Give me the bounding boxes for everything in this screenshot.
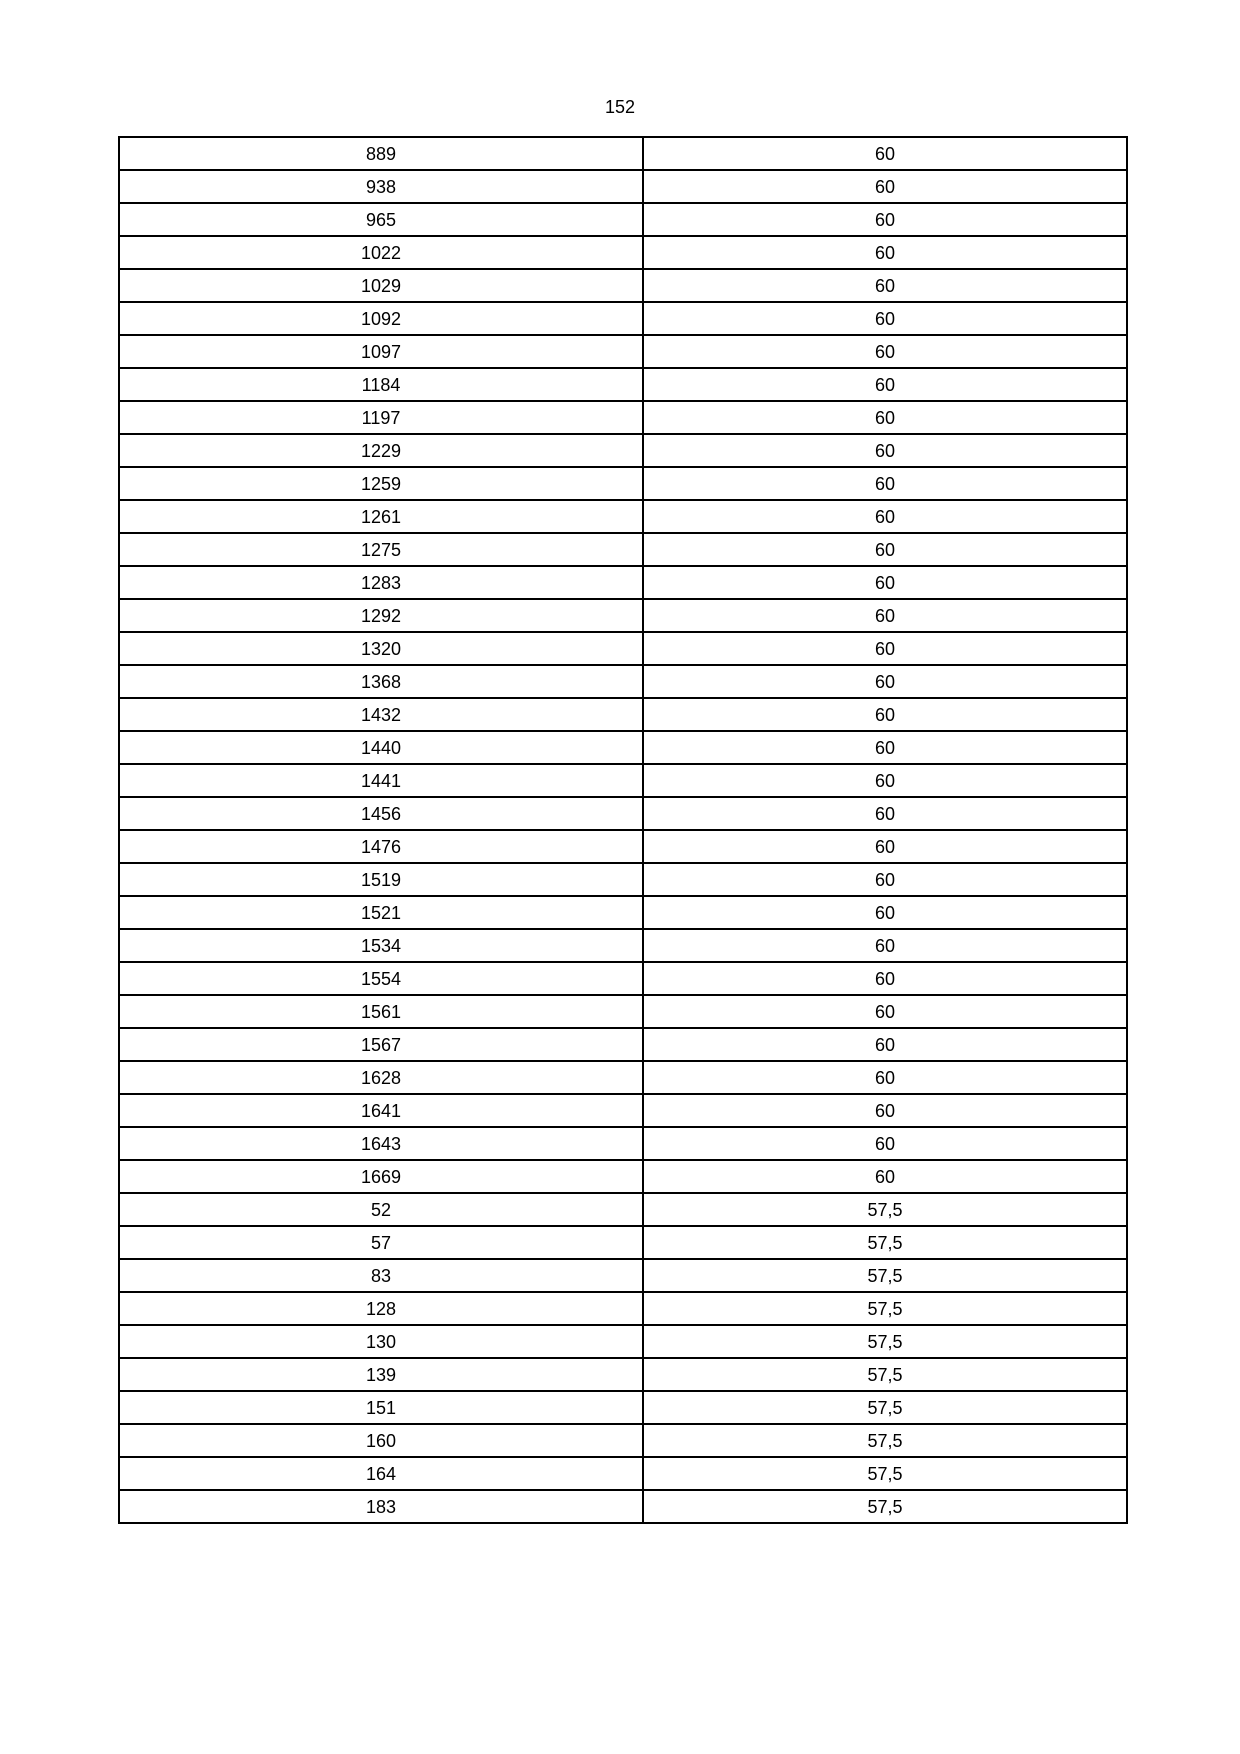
id-cell: 1368 <box>119 665 643 698</box>
table-row <box>119 1028 1127 1061</box>
table-row <box>119 1160 1127 1193</box>
id-cell: 965 <box>119 203 643 236</box>
id-cell: 151 <box>119 1391 643 1424</box>
table-row <box>119 1226 1127 1259</box>
id-cell: 1643 <box>119 1127 643 1160</box>
value-cell: 60 <box>643 698 1127 731</box>
table-row <box>119 533 1127 566</box>
table-row <box>119 863 1127 896</box>
table-row <box>119 830 1127 863</box>
id-cell: 938 <box>119 170 643 203</box>
table-row <box>119 995 1127 1028</box>
id-cell: 1320 <box>119 632 643 665</box>
id-cell: 1184 <box>119 368 643 401</box>
value-cell: 60 <box>643 434 1127 467</box>
value-cell: 60 <box>643 863 1127 896</box>
value-cell: 60 <box>643 500 1127 533</box>
value-cell: 60 <box>643 995 1127 1028</box>
id-cell: 1561 <box>119 995 643 1028</box>
value-cell: 60 <box>643 1160 1127 1193</box>
value-cell: 60 <box>643 1127 1127 1160</box>
table-row <box>119 632 1127 665</box>
value-cell: 60 <box>643 368 1127 401</box>
id-cell: 1476 <box>119 830 643 863</box>
value-cell: 60 <box>643 632 1127 665</box>
id-cell: 1229 <box>119 434 643 467</box>
table-row <box>119 1193 1127 1226</box>
table-row <box>119 1424 1127 1457</box>
id-cell: 1259 <box>119 467 643 500</box>
id-cell: 1440 <box>119 731 643 764</box>
table-row <box>119 962 1127 995</box>
id-cell: 160 <box>119 1424 643 1457</box>
value-cell: 60 <box>643 1094 1127 1127</box>
table-row <box>119 401 1127 434</box>
value-cell: 57,5 <box>643 1193 1127 1226</box>
id-cell: 1641 <box>119 1094 643 1127</box>
value-cell: 60 <box>643 170 1127 203</box>
id-cell: 1261 <box>119 500 643 533</box>
value-cell: 60 <box>643 731 1127 764</box>
table-row <box>119 302 1127 335</box>
id-cell: 1669 <box>119 1160 643 1193</box>
value-cell: 60 <box>643 764 1127 797</box>
value-cell: 60 <box>643 797 1127 830</box>
value-cell: 57,5 <box>643 1292 1127 1325</box>
id-cell: 128 <box>119 1292 643 1325</box>
table-row <box>119 566 1127 599</box>
id-cell: 1441 <box>119 764 643 797</box>
id-cell: 1097 <box>119 335 643 368</box>
table-row <box>119 500 1127 533</box>
id-cell: 1519 <box>119 863 643 896</box>
value-cell: 60 <box>643 467 1127 500</box>
page-number: 152 <box>604 97 636 117</box>
value-cell: 57,5 <box>643 1424 1127 1457</box>
table-row <box>119 269 1127 302</box>
value-cell: 60 <box>643 335 1127 368</box>
table-row <box>119 731 1127 764</box>
value-cell: 60 <box>643 830 1127 863</box>
id-cell: 1567 <box>119 1028 643 1061</box>
value-cell: 57,5 <box>643 1226 1127 1259</box>
id-cell: 130 <box>119 1325 643 1358</box>
table-row <box>119 599 1127 632</box>
table-row <box>119 1391 1127 1424</box>
value-cell: 60 <box>643 203 1127 236</box>
value-cell: 60 <box>643 236 1127 269</box>
id-cell: 1432 <box>119 698 643 731</box>
value-cell: 57,5 <box>643 1391 1127 1424</box>
table-row <box>119 434 1127 467</box>
id-cell: 1628 <box>119 1061 643 1094</box>
table-row <box>119 236 1127 269</box>
value-cell: 57,5 <box>643 1358 1127 1391</box>
table-row <box>119 170 1127 203</box>
table-row <box>119 797 1127 830</box>
id-cell: 1456 <box>119 797 643 830</box>
id-cell: 83 <box>119 1259 643 1292</box>
data-table <box>118 136 1128 1524</box>
value-cell: 57,5 <box>643 1259 1127 1292</box>
table-row <box>119 137 1127 170</box>
value-cell: 60 <box>643 566 1127 599</box>
table-row <box>119 1457 1127 1490</box>
table-row <box>119 929 1127 962</box>
value-cell: 60 <box>643 962 1127 995</box>
table-row <box>119 1061 1127 1094</box>
table-row <box>119 764 1127 797</box>
value-cell: 60 <box>643 302 1127 335</box>
id-cell: 1092 <box>119 302 643 335</box>
value-cell: 60 <box>643 599 1127 632</box>
value-cell: 60 <box>643 1028 1127 1061</box>
value-cell: 60 <box>643 269 1127 302</box>
table-row <box>119 467 1127 500</box>
id-cell: 1534 <box>119 929 643 962</box>
table-row <box>119 1325 1127 1358</box>
value-cell: 60 <box>643 665 1127 698</box>
table-row <box>119 203 1127 236</box>
id-cell: 1197 <box>119 401 643 434</box>
id-cell: 52 <box>119 1193 643 1226</box>
value-cell: 60 <box>643 896 1127 929</box>
table-row <box>119 1127 1127 1160</box>
table-row <box>119 335 1127 368</box>
id-cell: 1022 <box>119 236 643 269</box>
value-cell: 60 <box>643 1061 1127 1094</box>
id-cell: 1275 <box>119 533 643 566</box>
table-row <box>119 698 1127 731</box>
value-cell: 60 <box>643 401 1127 434</box>
id-cell: 1554 <box>119 962 643 995</box>
table-row <box>119 1292 1127 1325</box>
value-cell: 57,5 <box>643 1325 1127 1358</box>
value-cell: 60 <box>643 929 1127 962</box>
id-cell: 1521 <box>119 896 643 929</box>
value-cell: 60 <box>643 533 1127 566</box>
id-cell: 139 <box>119 1358 643 1391</box>
value-cell: 57,5 <box>643 1457 1127 1490</box>
id-cell: 1029 <box>119 269 643 302</box>
table-row <box>119 1094 1127 1127</box>
table-body <box>119 137 1127 1523</box>
table-row <box>119 665 1127 698</box>
table-row <box>119 896 1127 929</box>
table-row <box>119 1358 1127 1391</box>
id-cell: 183 <box>119 1490 643 1523</box>
id-cell: 164 <box>119 1457 643 1490</box>
table-row <box>119 1259 1127 1292</box>
id-cell: 889 <box>119 137 643 170</box>
id-cell: 1292 <box>119 599 643 632</box>
table-row <box>119 368 1127 401</box>
value-cell: 57,5 <box>643 1490 1127 1523</box>
value-cell: 60 <box>643 137 1127 170</box>
table-row <box>119 1490 1127 1523</box>
id-cell: 57 <box>119 1226 643 1259</box>
id-cell: 1283 <box>119 566 643 599</box>
